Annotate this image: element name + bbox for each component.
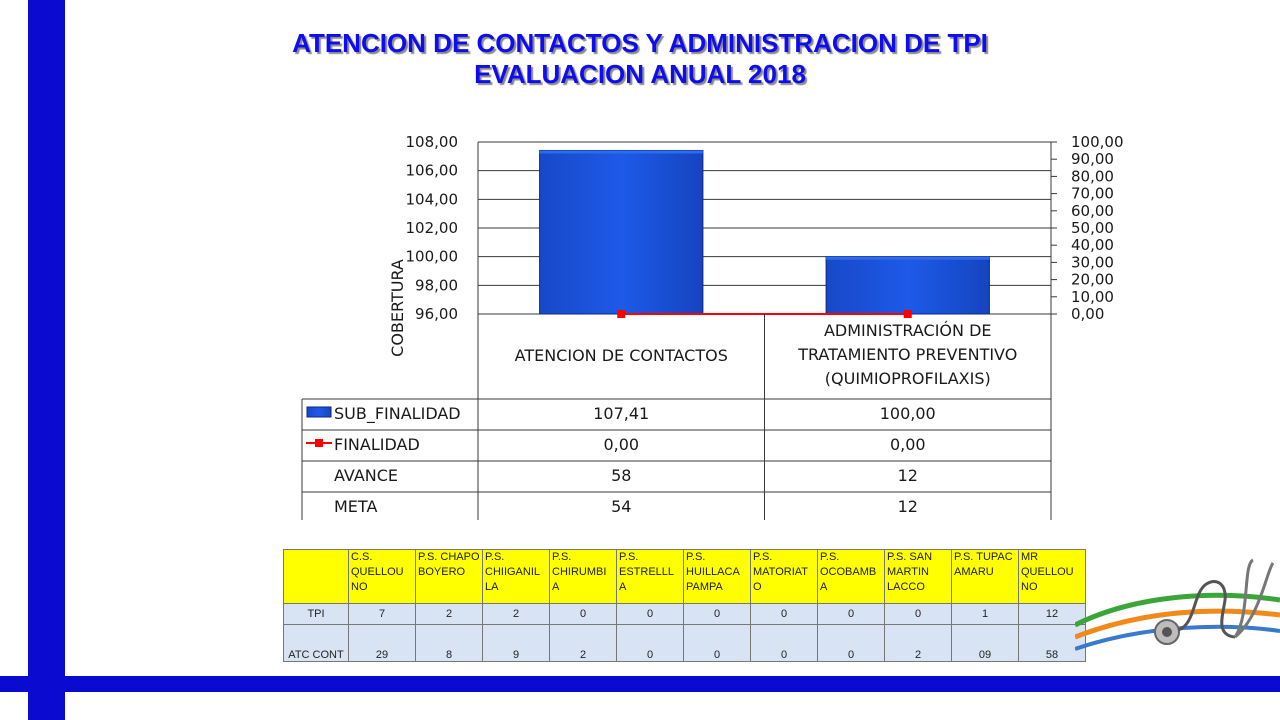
- page-subtitle: EVALUACION ANUAL 2018: [474, 59, 806, 89]
- table-header-cell: P.S. SAN MARTIN LACCO: [885, 550, 952, 604]
- table-header-cell: P.S. ESTRELLL A: [617, 550, 684, 604]
- table-row-label: META: [334, 497, 378, 516]
- table-row-tpi: [284, 604, 1086, 625]
- table-header-cell: MR QUELLOU NO: [1019, 550, 1086, 604]
- table-cell: 8: [416, 625, 483, 662]
- establishments-table: [283, 549, 1086, 662]
- table-cell: 0: [751, 625, 818, 662]
- bar-1: [540, 150, 703, 314]
- finalidad-marker: [617, 310, 625, 318]
- table-cell: 0: [751, 604, 818, 625]
- data-label: 0,00: [603, 435, 640, 454]
- y-tick-label: 108,00: [405, 133, 458, 151]
- stethoscope-decoration: [1075, 555, 1280, 670]
- table-cell: 58: [1019, 625, 1086, 662]
- y2-tick-label: 50,00: [1071, 219, 1114, 237]
- table-cell: 12: [1019, 604, 1086, 625]
- y-axis-label: COBERTURA: [388, 259, 407, 357]
- y-tick-label: 106,00: [405, 161, 458, 180]
- y2-tick-label: 100,00: [1071, 133, 1124, 151]
- bar-top-face: [826, 257, 989, 260]
- y2-tick-label: 70,00: [1071, 184, 1114, 203]
- y2-tick-label: 0,00: [1071, 305, 1105, 323]
- y2-tick-label: 90,00: [1071, 150, 1114, 169]
- table-cell: 29: [349, 625, 416, 662]
- table-cell: 0: [818, 604, 885, 625]
- table-header-cell: P.S. CHAPO BOYERO: [416, 550, 483, 604]
- chart-bars: [540, 150, 990, 314]
- table-cell: 2: [550, 625, 617, 662]
- category-label: ATENCION DE CONTACTOS: [514, 346, 728, 365]
- y2-tick-label: 40,00: [1071, 236, 1114, 255]
- chart-labels: [334, 133, 1124, 516]
- y2-tick-label: 60,00: [1071, 201, 1114, 220]
- y2-tick-label: 80,00: [1071, 167, 1114, 186]
- table-header-cell: P.S. TUPAC AMARU: [952, 550, 1019, 604]
- category-label: ADMINISTRACIÓN DE: [823, 321, 992, 340]
- table-header-cell: P.S. HUILLACA PAMPA: [684, 550, 751, 604]
- y-tick-label: 104,00: [405, 190, 458, 209]
- y2-tick-label: 20,00: [1071, 270, 1114, 289]
- legend-swatch-marker: [315, 439, 323, 447]
- data-label: 54: [611, 497, 632, 516]
- finalidad-marker: [904, 310, 912, 318]
- table-header-cell: P.S. OCOBAMB A: [818, 550, 885, 604]
- row-label-atc-cont: ATC CONT: [284, 625, 349, 662]
- table-cell: 2: [885, 625, 952, 662]
- table-row-label: FINALIDAD: [334, 435, 420, 454]
- stethoscope-icon: [1155, 560, 1273, 644]
- data-label: 0,00: [889, 435, 926, 454]
- y-tick-label: 98,00: [415, 276, 458, 295]
- table-cell: 0: [684, 625, 751, 662]
- table-cell: 7: [349, 604, 416, 625]
- table-corner-cell: [284, 550, 349, 604]
- table-cell: 0: [617, 604, 684, 625]
- category-label: TRATAMIENTO PREVENTIVO: [798, 345, 1018, 364]
- table-cell: 2: [483, 604, 550, 625]
- table-header-cell: C.S. QUELLOU NO: [349, 550, 416, 604]
- table-row-atc-cont: [284, 625, 1086, 662]
- table-cell: 0: [550, 604, 617, 625]
- row-label-tpi: TPI: [284, 604, 349, 625]
- category-label: (QUIMIOPROFILAXIS): [824, 369, 991, 388]
- y2-tick-label: 30,00: [1071, 253, 1114, 272]
- table-cell: 0: [885, 604, 952, 625]
- table-header-cell: P.S. CHIIGANIL LA: [483, 550, 550, 604]
- bottom-frame-bar: [0, 676, 1280, 692]
- bar-top-face: [540, 150, 703, 153]
- table-cell: 09: [952, 625, 1019, 662]
- table-header-cell: P.S. CHIRUMBI A: [550, 550, 617, 604]
- table-header-cell: P.S. MATORIAT O: [751, 550, 818, 604]
- page-title: ATENCION DE CONTACTOS Y ADMINISTRACION DE TPI: [292, 28, 988, 58]
- table-cell: 1: [952, 604, 1019, 625]
- bar-2: [826, 257, 989, 314]
- data-label: 12: [897, 497, 918, 516]
- y-tick-label: 102,00: [405, 219, 458, 237]
- table-cell: 0: [818, 625, 885, 662]
- data-label: 107,41: [593, 404, 650, 423]
- y2-tick-label: 10,00: [1071, 287, 1114, 306]
- data-label: 58: [611, 466, 632, 485]
- table-cell: 9: [483, 625, 550, 662]
- data-label: 12: [897, 466, 918, 485]
- table-cell: 0: [617, 625, 684, 662]
- table-row-label: AVANCE: [334, 466, 399, 485]
- data-label: 100,00: [879, 404, 936, 423]
- table-cell: 0: [684, 604, 751, 625]
- legend-swatch-bar: [307, 407, 331, 417]
- y-tick-label: 100,00: [405, 247, 458, 266]
- y-tick-label: 96,00: [415, 305, 458, 323]
- table-cell: 2: [416, 604, 483, 625]
- table-row-label: SUB_FINALIDAD: [334, 404, 461, 423]
